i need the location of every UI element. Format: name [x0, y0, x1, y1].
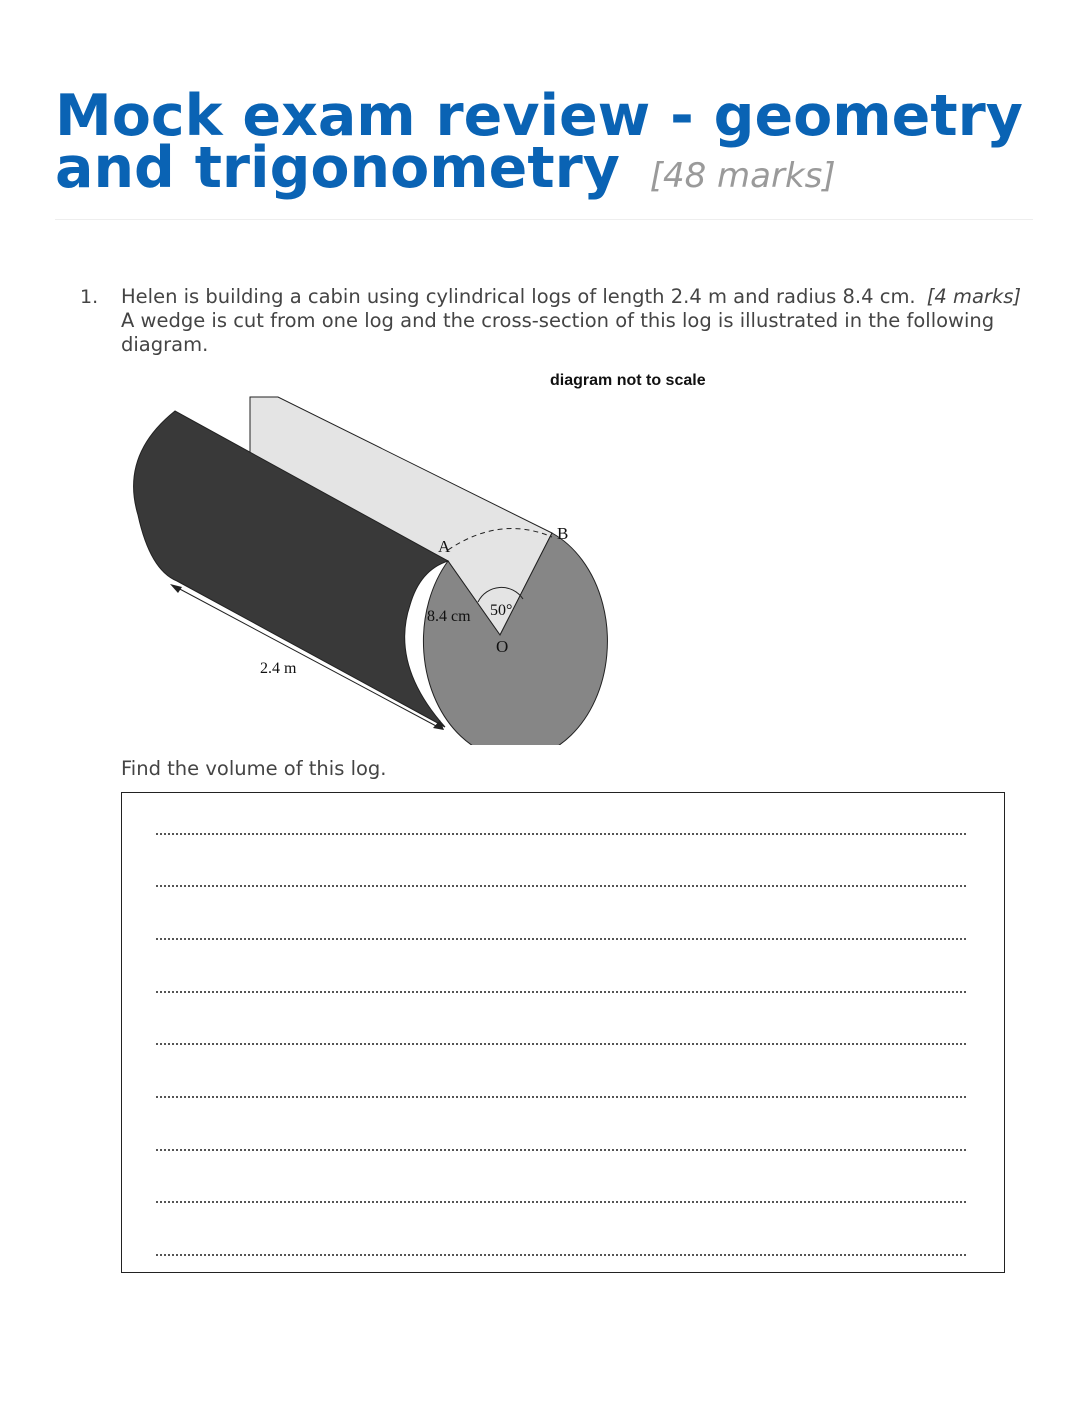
- label-b: B: [557, 524, 569, 543]
- answer-line[interactable]: [156, 1149, 966, 1151]
- answer-line[interactable]: [156, 1096, 966, 1098]
- question-marks: [4 marks]: [926, 285, 1021, 308]
- answer-box[interactable]: [121, 792, 1005, 1273]
- label-o: O: [496, 637, 509, 656]
- total-marks: [48 marks]: [649, 156, 836, 196]
- length-label: 2.4 m: [260, 660, 297, 677]
- title-divider: [55, 219, 1033, 220]
- page-title: [55, 83, 1045, 202]
- question-text-block: [121, 285, 1021, 357]
- question-text: Helen is building a cabin using cylindrical logs of length 2.4 m and radius 8.4 cm. A wedge is cut from one log and the cross-section of this log is illustrated in the following diagram.: [121, 285, 995, 356]
- answer-line[interactable]: [156, 1043, 966, 1045]
- answer-line[interactable]: [156, 938, 966, 940]
- angle-label: 50°: [490, 602, 513, 619]
- title-text: Mock exam review - geometry and trigonometry: [55, 83, 1023, 201]
- question-number: 1.: [80, 286, 99, 308]
- radius-label: 8.4 cm: [427, 608, 471, 625]
- answer-line[interactable]: [156, 991, 966, 993]
- answer-line[interactable]: [156, 833, 966, 835]
- answer-line[interactable]: [156, 1201, 966, 1203]
- answer-line[interactable]: [156, 885, 966, 887]
- log-diagram: [120, 365, 740, 745]
- question-prompt: Find the volume of this log.: [121, 757, 387, 780]
- label-a: A: [438, 537, 451, 556]
- answer-line[interactable]: [156, 1254, 966, 1256]
- diagram-note: diagram not to scale: [550, 372, 706, 389]
- arrowhead-top: [170, 584, 182, 593]
